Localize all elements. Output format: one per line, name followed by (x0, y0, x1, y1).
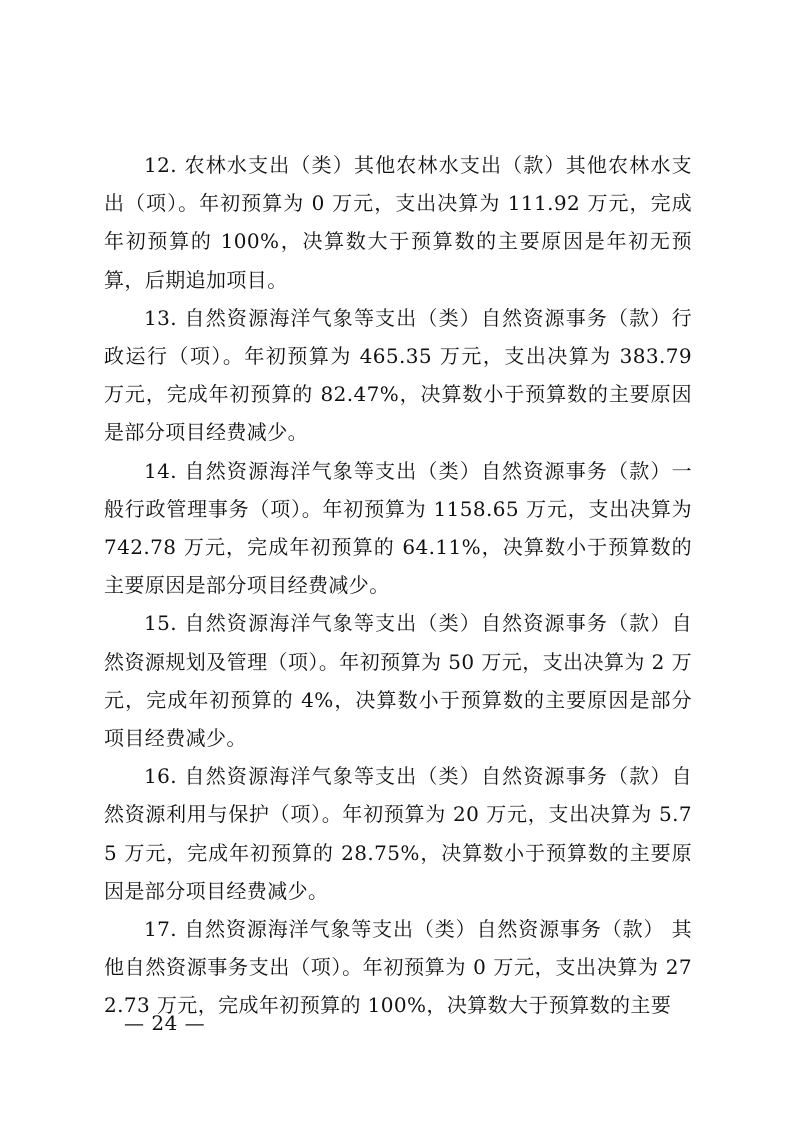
paragraph-item-17: 17. 自然资源海洋气象等支出（类）自然资源事务（款） 其他自然资源事务支出（项）。年初预算为 0 万元，支出决算为 272.73 万元，完成年初预算的 100%，决算数大于预算数的主要 (104, 917, 692, 1018)
paragraph-item-13: 13. 自然资源海洋气象等支出（类）自然资源事务（款）行政运行（项）。年初预算为 465.35 万元，支出决算为 383.79 万元，完成年初预算的 82.47%，决算数小于预算数的主要原因是部分项目经费减少。 (104, 305, 692, 445)
page-number: — 24 — (124, 1011, 206, 1035)
paragraph-item-16: 16. 自然资源海洋气象等支出（类）自然资源事务（款）自然资源利用与保护（项）。年初预算为 20 万元，支出决算为 5.75 万元，完成年初预算的 28.75%，决算数小于预算数的主要原因是部分项目经费减少。 (104, 764, 692, 903)
paragraph-item-12: 12. 农林水支出（类）其他农林水支出（款）其他农林水支出（项）。年初预算为 0 万元，支出决算为 111.92 万元，完成年初预算的 100%，决算数大于预算数的主要原因是年初无预算，后期追加项目。 (104, 153, 692, 292)
paragraph-item-15: 15. 自然资源海洋气象等支出（类）自然资源事务（款）自然资源规划及管理（项）。年初预算为 50 万元，支出决算为 2 万元，完成年初预算的 4%，决算数小于预算数的主要原因是部分项目经费减少。 (104, 611, 692, 751)
paragraph-item-14: 14. 自然资源海洋气象等支出（类）自然资源事务（款）一般行政管理事务（项）。年初预算为 1158.65 万元，支出决算为 742.78 万元，完成年初预算的 64.11%，决算数小于预算数的主要原因是部分项目经费减少。 (104, 458, 692, 598)
body-text (104, 146, 692, 1025)
